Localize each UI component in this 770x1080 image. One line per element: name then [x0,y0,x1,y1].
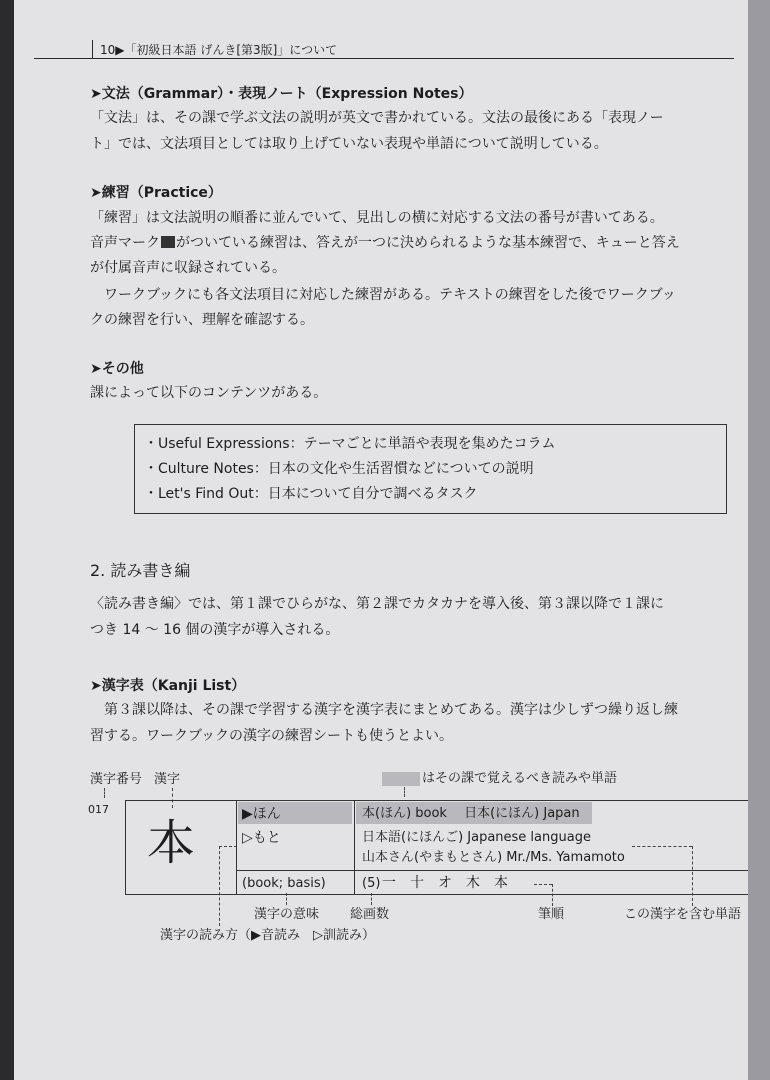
practice-line-5: クの練習を行い、理解を確認する。 [90,312,314,328]
stroke-count: (5) [362,876,381,891]
word-1: 本(ほん) book 日本(にほん) Japan [362,806,580,821]
practice-line-2a: 音声マーク [90,235,160,251]
words-leader-h [632,846,692,847]
word-2: 日本語(にほんご) Japanese language [362,830,591,845]
reading-leader-v [219,846,220,926]
label-kanji-number: 漢字番号 [90,772,143,787]
legend-leader [404,787,405,797]
annotation-stroke-order: 筆順 [538,907,565,922]
reading-leader-h [219,846,237,847]
order-leader-h [534,884,552,885]
other-heading: ➤その他 [90,361,144,377]
legend-shade-swatch [382,772,420,786]
textbook-page [14,0,748,1080]
grammar-heading: ➤文法（Grammar）・表現ノート（Expression Notes） [90,86,473,102]
contents-item-2: ・Culture Notes：日本の文化や生活習慣などについての説明 [144,461,534,477]
kanji-number: 017 [88,803,109,816]
practice-heading: ➤練習（Practice） [90,185,222,201]
section-2-line-1: 〈読み書き編〉では、第１課でひらがな、第２課でカタカナを導入後、第３課以降で１課に [90,596,664,612]
page-edge [748,0,770,1080]
annotation-meaning: 漢字の意味 [254,907,320,922]
running-header: 10▶「初級日本語 げんき[第3版]」について [100,43,338,57]
legend-text: はその課で覚えるべき読みや単語 [422,771,618,786]
contents-item-1: ・Useful Expressions：テーマごとに単語や表現を集めたコラム [144,436,556,452]
kanji-list-line-1: 第３課以降は、その課で学習する漢字を漢字表にまとめてある。漢字は少しずつ繰り返し練 [104,702,678,718]
stroke-count-leader [371,893,372,905]
header-rule [34,58,734,59]
practice-line-1: 「練習」は文法説明の順番に並んでいて、見出しの横に対応する文法の番号が書いてある。 [90,210,664,226]
kanji-list-heading: ➤漢字表（Kanji List） [90,678,246,694]
stroke-order: 一 十 オ 木 本 [382,875,508,891]
audio-mark-icon [161,236,175,248]
number-leader [104,788,105,798]
kanji-character: 本 [147,815,196,871]
practice-line-4: ワークブックにも各文法項目に対応した練習がある。テキストの練習をした後でワークブッ [104,287,676,303]
practice-line-2b: がついている練習は、答えが一つに決められるような基本練習で、キューと答え [176,235,680,251]
divider-bottom-row [236,870,749,871]
annotation-words: この漢字を含む単語 [624,907,742,922]
header-tab-rule [92,40,93,59]
kanji-meaning: (book; basis) [242,876,326,891]
kanji-list-line-2: 習する。ワークブックの漢字の練習シートも使うとよい。 [90,728,454,744]
practice-line-3: が付属音声に収録されている。 [90,260,286,276]
section-2-title: 2. 読み書き編 [90,561,191,580]
label-kanji: 漢字 [154,772,181,787]
divider-readings [354,800,355,895]
grammar-line-2: ト」では、文法項目としては取り上げていない表現や単語について説明している。 [90,136,608,152]
annotation-stroke-count: 総画数 [350,907,390,922]
meaning-leader [286,893,287,905]
annotation-readings: 漢字の読み方（▶音読み ▷訓読み） [160,928,375,943]
grammar-line-1: 「文法」は、その課で学ぶ文法の説明が英文で書かれている。文法の最後にある「表現ノー [90,110,664,126]
practice-line-2 [90,233,680,253]
kun-reading: ▷もと [242,830,281,846]
word-3: 山本さん(やまもとさん) Mr./Ms. Yamamoto [362,850,625,865]
on-reading: ▶ほん [242,806,281,822]
contents-item-3: ・Let's Find Out：日本について自分で調べるタスク [144,486,478,502]
order-leader-v [552,884,553,906]
divider-kanji [236,800,237,895]
words-leader-v [692,846,693,906]
other-intro: 課によって以下のコンテンツがある。 [90,385,328,401]
section-2-line-2: つき 14 ～ 16 個の漢字が導入される。 [90,622,340,638]
